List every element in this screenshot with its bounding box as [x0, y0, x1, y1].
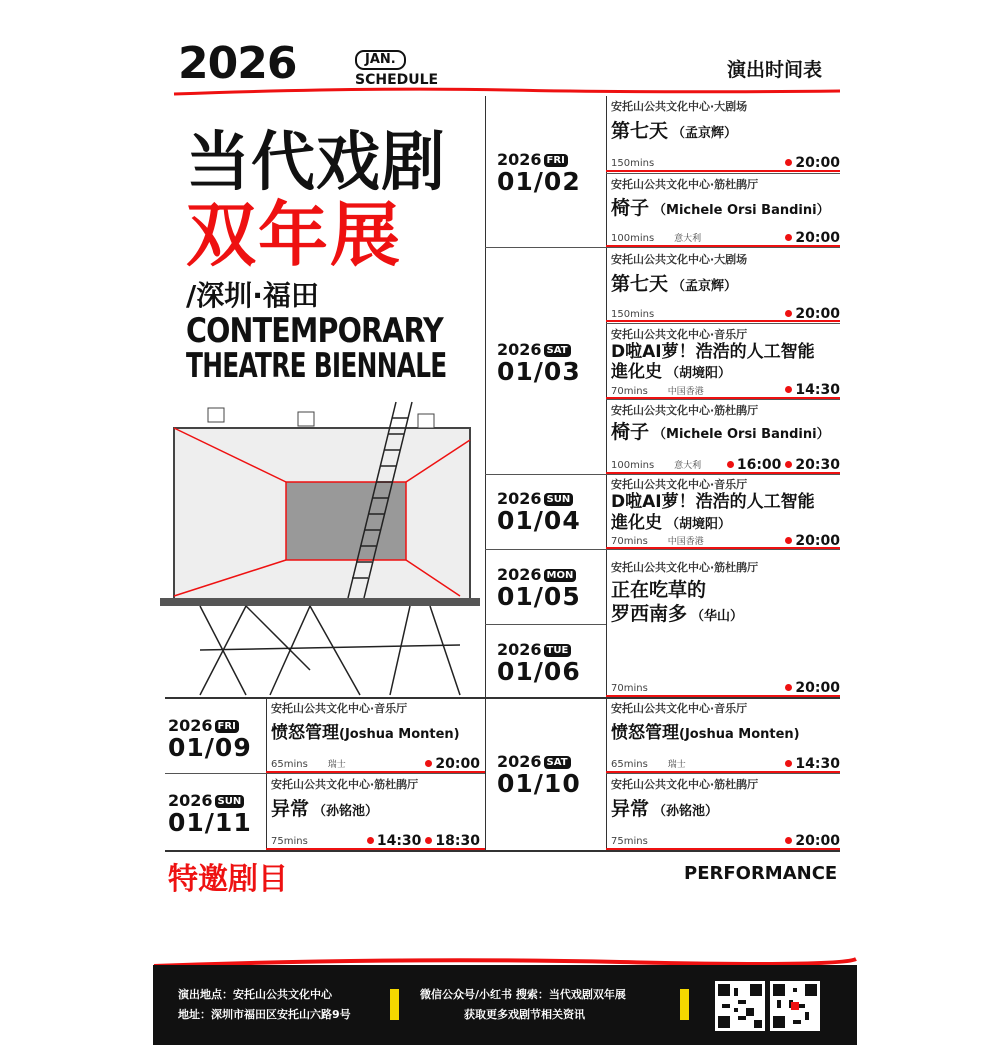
title-city: /深圳·福田	[186, 279, 319, 312]
show-country: 瑞士	[327, 760, 346, 770]
date-label: 01/03	[497, 357, 581, 386]
weekday-badge: SAT	[544, 344, 571, 357]
show-title: 异常 （孙铭池）	[271, 798, 379, 820]
show-venue: 安托山公共文化中心·筋杜鹃厅	[611, 178, 759, 191]
footer-address: 地址：深圳市福田区安托山六路9号	[178, 1008, 351, 1021]
show-title: 愤怒管理(Joshua Monten)	[611, 723, 800, 743]
show-time: 14:30	[760, 756, 840, 772]
red-dot-icon	[727, 461, 734, 468]
red-dot-icon	[785, 386, 792, 393]
title-chinese-line2: 双年展	[186, 194, 402, 276]
title-english-line2: THEATRE BIENNALE	[186, 346, 447, 386]
show-time: 20:00	[760, 833, 840, 849]
show-title-line2: 進化史 （胡境阳）	[611, 362, 732, 382]
red-dot-icon	[425, 837, 432, 844]
show-title: D啦AI萝！浩浩的人工智能	[611, 342, 815, 362]
stage-illustration	[160, 400, 480, 700]
show-director: （孙铭池）	[653, 804, 719, 819]
show-director: （孟京辉）	[672, 126, 738, 141]
red-dot-icon	[785, 159, 792, 166]
yellow-bar-right	[680, 989, 689, 1020]
date-block-0105	[497, 567, 581, 610]
date-block-0104	[497, 491, 581, 534]
show-director: （Michele Orsi Bandini）	[653, 203, 830, 218]
show-duration: 100mins 意大利	[611, 233, 702, 244]
date-year: 2026	[168, 716, 213, 735]
show-venue: 安托山公共文化中心·筋杜鹃厅	[611, 778, 759, 791]
title-english-line1: CONTEMPORARY	[186, 311, 443, 351]
show-country: 中国香港	[667, 387, 704, 397]
show-venue: 安托山公共文化中心·大剧场	[611, 100, 748, 113]
show-title: 愤怒管理(Joshua Monten)	[271, 723, 460, 743]
date-block-0109	[168, 718, 252, 761]
weekday-badge: FRI	[215, 720, 239, 733]
date-block-0110	[497, 754, 581, 797]
show-country: 意大利	[674, 234, 702, 244]
red-dot-icon	[785, 310, 792, 317]
show-time: 20:00	[760, 306, 840, 322]
show-venue: 安托山公共文化中心·音乐厅	[611, 478, 748, 491]
show-duration: 65mins 瑞士	[611, 759, 686, 770]
performance-label: PERFORMANCE	[684, 863, 838, 884]
date-block-0106	[497, 642, 581, 685]
red-dot-icon	[785, 837, 792, 844]
show-director: (Joshua Monten)	[679, 727, 800, 742]
qr-code-wechat-icon	[715, 981, 765, 1031]
show-time: 16:00 20:30	[700, 457, 840, 473]
weekday-badge: SAT	[544, 756, 571, 769]
show-director: （孙铭池）	[313, 804, 379, 819]
show-title: 第七天 （孟京辉）	[611, 273, 738, 295]
date-label: 01/05	[497, 582, 581, 611]
special-label: 特邀剧目	[168, 862, 288, 897]
show-time: 20:00	[760, 230, 840, 246]
date-block-0111	[168, 793, 252, 836]
show-title: 第七天 （孟京辉）	[611, 120, 738, 142]
date-year: 2026	[497, 340, 542, 359]
show-time: 20:00	[400, 756, 480, 772]
title-chinese-line1: 当代戏剧	[186, 126, 446, 200]
date-year: 2026	[497, 752, 542, 771]
footer-venue: 演出地点：安托山公共文化中心	[178, 988, 332, 1001]
show-title: 椅子 （Michele Orsi Bandini）	[611, 421, 830, 443]
weekday-badge: SUN	[544, 493, 574, 506]
show-duration: 70mins 中国香港	[611, 386, 704, 397]
header-year: 2026	[178, 38, 297, 89]
schedule-word: SCHEDULE	[355, 72, 439, 88]
show-venue: 安托山公共文化中心·筋杜鹃厅	[271, 778, 419, 791]
date-year: 2026	[497, 489, 542, 508]
date-label: 01/02	[497, 167, 581, 196]
show-director: （孟京辉）	[672, 279, 738, 294]
date-label: 01/06	[497, 657, 581, 686]
show-time: 14:30 18:30	[350, 833, 480, 849]
show-duration: 100mins 意大利	[611, 460, 702, 471]
date-label: 01/11	[168, 808, 252, 837]
header-red-brush	[168, 84, 848, 98]
red-dot-icon	[425, 760, 432, 767]
show-country: 瑞士	[667, 760, 686, 770]
yellow-bar-left	[390, 989, 399, 1020]
date-year: 2026	[168, 791, 213, 810]
show-duration: 65mins 瑞士	[271, 759, 346, 770]
footer-wechat: 微信公众号/小红书 搜索：当代戏剧双年展	[420, 988, 626, 1001]
show-title: 正在吃草的	[611, 579, 707, 601]
date-label: 01/10	[497, 769, 581, 798]
date-label: 01/09	[168, 733, 252, 762]
show-director: （华山）	[691, 609, 744, 624]
weekday-badge: FRI	[544, 154, 568, 167]
red-dot-icon	[367, 837, 374, 844]
show-director: （胡境阳）	[666, 517, 732, 532]
show-venue: 安托山公共文化中心·音乐厅	[611, 328, 748, 341]
show-title-line2: 進化史 （胡境阳）	[611, 513, 732, 533]
show-director: （Michele Orsi Bandini）	[653, 427, 830, 442]
show-time: 20:00	[760, 533, 840, 549]
date-year: 2026	[497, 150, 542, 169]
weekday-badge: MON	[544, 569, 577, 582]
show-time: 20:00	[760, 680, 840, 696]
red-dot-icon	[785, 537, 792, 544]
show-country: 意大利	[674, 461, 702, 471]
show-title: 异常 （孙铭池）	[611, 798, 719, 820]
show-duration: 70mins	[611, 683, 648, 694]
show-time: 20:00	[760, 155, 840, 171]
show-duration: 75mins	[271, 836, 308, 847]
show-venue: 安托山公共文化中心·音乐厅	[611, 702, 748, 715]
show-duration: 150mins	[611, 158, 655, 169]
show-venue: 安托山公共文化中心·筋杜鹃厅	[611, 561, 759, 574]
date-block-0103	[497, 342, 581, 385]
red-dot-icon	[785, 760, 792, 767]
schedule-title: 演出时间表	[727, 59, 823, 81]
red-dot-icon	[785, 684, 792, 691]
show-duration: 75mins	[611, 836, 648, 847]
weekday-badge: TUE	[544, 644, 572, 657]
date-year: 2026	[497, 640, 542, 659]
show-director: (Joshua Monten)	[339, 727, 460, 742]
show-venue: 安托山公共文化中心·音乐厅	[271, 702, 408, 715]
qr-code-xiaohongshu-icon	[770, 981, 820, 1031]
red-dot-icon	[785, 461, 792, 468]
red-dot-icon	[785, 234, 792, 241]
show-venue: 安托山公共文化中心·筋杜鹃厅	[611, 404, 759, 417]
date-block-0102	[497, 152, 581, 195]
show-venue: 安托山公共文化中心·大剧场	[611, 253, 748, 266]
footer-more: 获取更多戏剧节相关资讯	[464, 1008, 585, 1021]
show-title-line2: 罗西南多 （华山）	[611, 603, 744, 625]
date-label: 01/04	[497, 506, 581, 535]
show-duration: 70mins 中国香港	[611, 536, 704, 547]
weekday-badge: SUN	[215, 795, 245, 808]
month-badge: JAN.	[355, 50, 406, 70]
show-title: 椅子 （Michele Orsi Bandini）	[611, 197, 830, 219]
show-director: （胡境阳）	[666, 366, 732, 381]
show-country: 中国香港	[667, 537, 704, 547]
show-time: 14:30	[760, 382, 840, 398]
date-year: 2026	[497, 565, 542, 584]
show-duration: 150mins	[611, 309, 655, 320]
show-title: D啦AI萝！浩浩的人工智能	[611, 492, 815, 512]
